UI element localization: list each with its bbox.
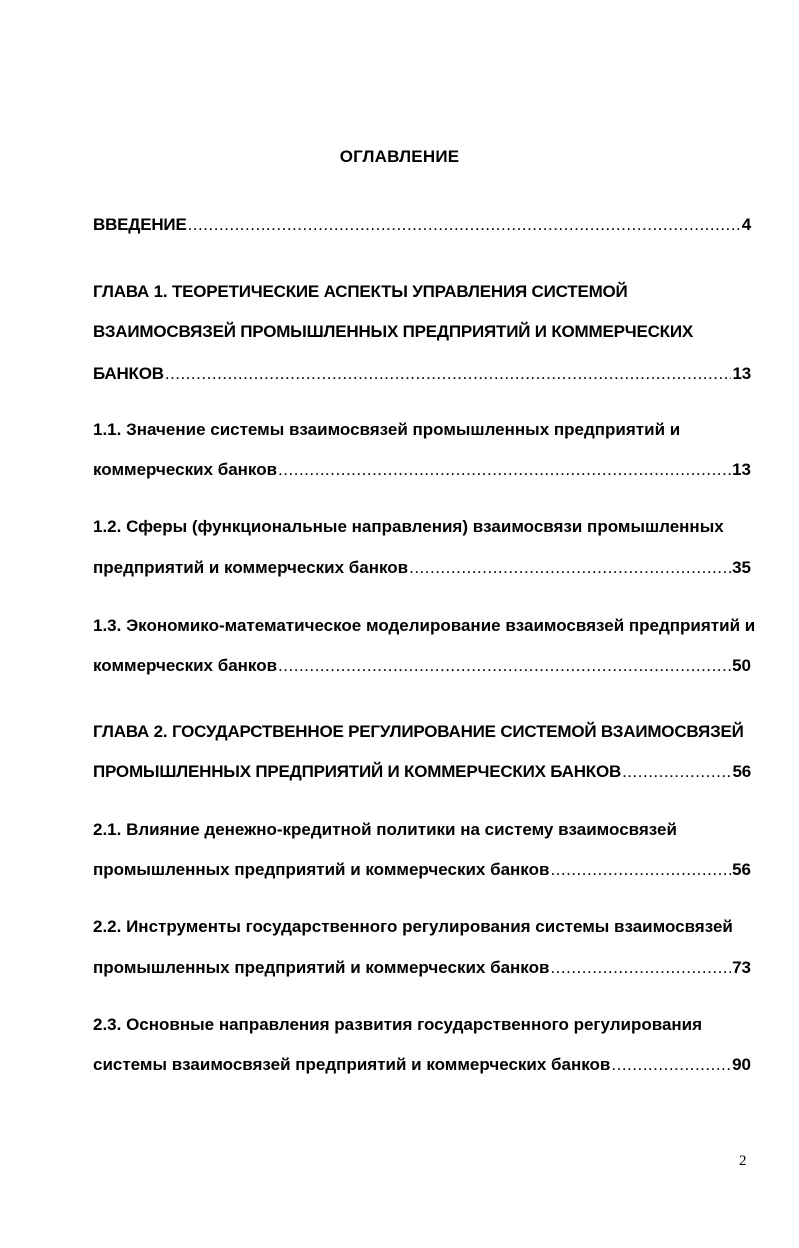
dot-leader [409, 556, 731, 580]
toc-entry-section-1-2-line-2 [93, 556, 751, 580]
toc-entry-section-2-1-line-2 [93, 858, 751, 882]
dot-leader [550, 956, 731, 980]
toc-entry-text: ПРОМЫШЛЕННЫХ ПРЕДПРИЯТИЙ И КОММЕРЧЕСКИХ БАНКОВ [93, 762, 622, 781]
toc-entry-text: коммерческих банков [93, 460, 278, 479]
toc-entry-section-2-2-line-2 [93, 956, 751, 980]
toc-entry-text: ГЛАВА 1. ТЕОРЕТИЧЕСКИЕ АСПЕКТЫ УПРАВЛЕНИЯ СИСТЕМОЙ [93, 282, 628, 301]
toc-entry-text: ВЗАИМОСВЯЗЕЙ ПРОМЫШЛЕННЫХ ПРЕДПРИЯТИЙ И КОММЕРЧЕСКИХ [93, 322, 694, 341]
dot-leader [550, 858, 731, 882]
dot-leader [278, 654, 731, 678]
toc-entry-text: промышленных предприятий и коммерческих банков [93, 958, 550, 977]
toc-entry-section-2-3-line-1 [93, 1013, 751, 1037]
toc-entry-section-1-3-line-2 [93, 654, 751, 678]
toc-entry-text: 1.3. Экономико-математическое моделирование взаимосвязей предприятий и [93, 616, 756, 635]
dot-leader [611, 1053, 731, 1077]
toc-entry-section-2-2-line-1 [93, 915, 751, 939]
toc-entry-section-2-1-line-1 [93, 818, 751, 842]
toc-entry-text: системы взаимосвязей предприятий и коммерческих банков [93, 1055, 611, 1074]
toc-page-number: 73 [732, 958, 751, 977]
toc-entry-chapter-1-line-1 [93, 280, 751, 304]
toc-entry-section-1-1-line-1 [93, 418, 751, 442]
toc-page-number: 50 [732, 656, 751, 675]
toc-entry-text: БАНКОВ [93, 364, 164, 383]
toc-title: ОГЛАВЛЕНИЕ [339, 147, 460, 166]
dot-leader [165, 362, 732, 386]
dot-leader [188, 213, 741, 237]
toc-entry-section-1-1-line-2 [93, 458, 751, 482]
toc-page-number: 90 [732, 1055, 751, 1074]
toc-entry-text: 1.1. Значение системы взаимосвязей промышленных предприятий и [93, 420, 681, 439]
toc-entry-chapter-2-line-1 [93, 720, 751, 744]
toc-entry-section-2-3-line-2 [93, 1053, 751, 1077]
toc-page-number: 4 [741, 215, 751, 234]
toc-entry-text: предприятий и коммерческих банков [93, 558, 409, 577]
toc-entry-introduction [93, 213, 751, 237]
dot-leader [278, 458, 731, 482]
toc-entry-text: ГЛАВА 2. ГОСУДАРСТВЕННОЕ РЕГУЛИРОВАНИЕ СИСТЕМОЙ ВЗАИМОСВЯЗЕЙ [93, 722, 744, 741]
toc-entry-text: 2.2. Инструменты государственного регулирования системы взаимосвязей [93, 917, 733, 936]
toc-page-number: 56 [732, 860, 751, 879]
dot-leader [622, 760, 731, 784]
toc-page-number: 35 [732, 558, 751, 577]
toc-entry-text: коммерческих банков [93, 656, 278, 675]
toc-entry-text: 1.2. Сферы (функциональные направления) взаимосвязи промышленных [93, 517, 724, 536]
toc-entry-chapter-2-line-2 [93, 760, 751, 784]
toc-entry-section-1-2-line-1 [93, 515, 751, 539]
toc-entry-section-1-3-line-1 [93, 614, 756, 638]
page-number: 2 [739, 1153, 747, 1169]
toc-page-number: 13 [732, 364, 751, 383]
toc-entry-text: промышленных предприятий и коммерческих банков [93, 860, 550, 879]
toc-page-number: 56 [732, 762, 751, 781]
toc-entry-text: ВВЕДЕНИЕ [93, 215, 187, 234]
toc-entry-chapter-1-line-3 [93, 362, 751, 386]
toc-page-number: 13 [732, 460, 751, 479]
toc-entry-text: 2.1. Влияние денежно-кредитной политики на систему взаимосвязей [93, 820, 677, 839]
toc-entry-text: 2.3. Основные направления развития государственного регулирования [93, 1015, 703, 1034]
toc-entry-chapter-1-line-2 [93, 320, 751, 344]
